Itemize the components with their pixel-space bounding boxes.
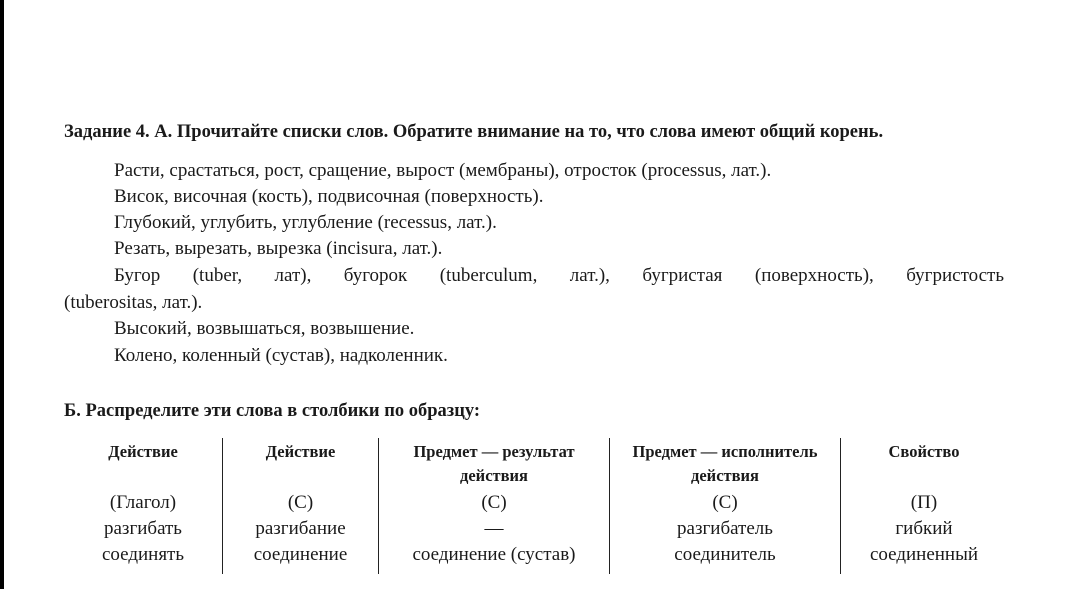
word-list-line: Висок, височная (кость), подвисочная (поверхность). bbox=[114, 186, 544, 207]
table-cell: соединитель bbox=[674, 544, 776, 565]
table-cell: соединение (сустав) bbox=[412, 544, 576, 565]
table-column bbox=[379, 436, 609, 576]
table-cell: разгибать bbox=[104, 518, 182, 539]
word-list-line: Расти, срастаться, рост, сращение, вырост (мембраны), отросток (processus, лат.). bbox=[114, 160, 772, 181]
word-list-line: (tuberositas, лат.). bbox=[64, 292, 203, 313]
word-list-line: Резать, вырезать, вырезка (incisura, лат.). bbox=[114, 238, 443, 259]
word-list-line: Колено, коленный (сустав), надколенник. bbox=[114, 345, 448, 366]
part-of-speech: (Глагол) bbox=[109, 492, 177, 513]
column-header: Предмет — результат действия bbox=[413, 442, 575, 485]
column-header: Действие bbox=[265, 442, 336, 461]
table-column bbox=[610, 436, 840, 576]
left-border bbox=[0, 0, 4, 589]
table-cell: соединять bbox=[101, 544, 185, 565]
table-cell: — bbox=[484, 518, 504, 539]
column-header: Свойство bbox=[888, 442, 960, 461]
table-column bbox=[64, 436, 222, 576]
table-cell: разгибание bbox=[255, 518, 346, 539]
word-list-line: Глубокий, углубить, углубление (recessus, лат.). bbox=[114, 212, 497, 233]
part-of-speech: (С) bbox=[712, 492, 738, 513]
part-of-speech: (С) bbox=[287, 492, 314, 513]
column-header: Действие bbox=[108, 442, 178, 461]
example-table bbox=[64, 436, 1014, 576]
table-column bbox=[223, 436, 378, 576]
task-b-heading: Б. Распределите эти слова в столбики по образцу: bbox=[64, 401, 481, 421]
word-list-line: Бугор (tuber, лат), бугорок (tuberculum, лат.), бугристая (поверхность), бугристость bbox=[114, 265, 1004, 286]
task-a-heading: Задание 4. А. Прочитайте списки слов. Обратите внимание на то, что слова имеют общий корень. bbox=[64, 122, 884, 142]
table-cell: соединение bbox=[253, 544, 348, 565]
table-cell: гибкий bbox=[895, 518, 953, 539]
column-header: Предмет — исполнитель действия bbox=[632, 442, 818, 485]
table-cell: соединенный bbox=[869, 544, 979, 565]
table-column bbox=[841, 436, 1007, 576]
part-of-speech: (С) bbox=[481, 492, 507, 513]
part-of-speech: (П) bbox=[910, 492, 938, 513]
table-cell: разгибатель bbox=[677, 518, 773, 539]
word-list-line: Высокий, возвышаться, возвышение. bbox=[114, 318, 415, 339]
